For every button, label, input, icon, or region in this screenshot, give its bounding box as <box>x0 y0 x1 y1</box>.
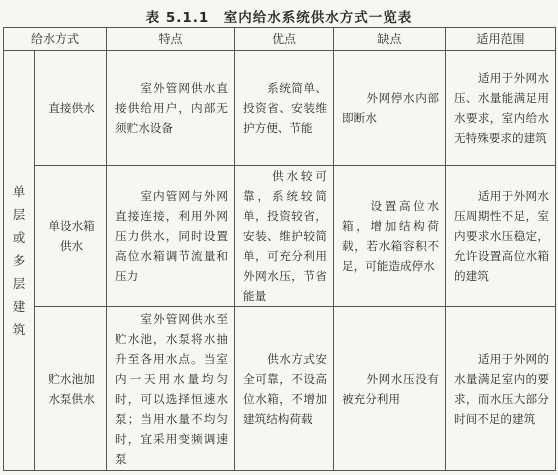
building-type-group-label <box>4 51 35 471</box>
table-row <box>4 307 556 471</box>
scope-cell: 适用于外网水压、水量能满足用水要求，室内给水无特殊要求的建筑 <box>446 51 556 166</box>
header-features: 特点 <box>107 28 235 51</box>
header-row <box>4 28 556 51</box>
features-cell: 室内管网与外网直接连接，利用外网压力供水，同时设置高位水箱调节流量和压力 <box>107 166 235 307</box>
header-scope: 适用范围 <box>446 28 556 51</box>
advantages-cell: 系统简单、投资省、安装维护方便、节能 <box>235 51 334 166</box>
disadvantages-cell: 外网水压没有被充分利用 <box>334 307 446 471</box>
supply-method-cell: 单设水箱供水 <box>35 166 107 307</box>
supply-method-cell: 贮水池加水泵供水 <box>35 307 107 471</box>
table-row <box>4 51 556 166</box>
scope-cell: 适用于外网水压周期性不足，室内要求水压稳定，允许设置高位水箱的建筑 <box>446 166 556 307</box>
group-label-char: 层 <box>12 207 26 222</box>
group-label-char: 单 <box>12 184 26 199</box>
group-label-char: 筑 <box>12 322 26 337</box>
header-advantages: 优点 <box>235 28 334 51</box>
scope-cell: 适用于外网的水量满足室内的要求，而水压大部分时间不足的建筑 <box>446 307 556 471</box>
features-cell: 室外管网供水至贮水池，水泵将水抽升至各用水点。当室内一天用水量均匀时，可以选择恒速水泵；当用水量不均匀时，宜采用变频调速泵 <box>107 307 235 471</box>
header-method: 给水方式 <box>4 28 107 51</box>
table-row <box>4 166 556 307</box>
advantages-cell: 供水方式安全可靠，不设高位水箱，不增加建筑结构荷载 <box>235 307 334 471</box>
table-title: 表 5.1.1 室内给水系统供水方式一览表 <box>145 10 413 26</box>
group-label-char: 多 <box>12 253 26 268</box>
group-label-char: 或 <box>12 230 26 245</box>
water-supply-table <box>3 27 556 471</box>
advantages-cell: 供水较可靠，系统较简单，投资较省，安装、维护较简单，可充分利用外网水压，节省能量 <box>235 166 334 307</box>
group-label-char: 建 <box>12 299 26 314</box>
features-cell: 室外管网供水直接供给用户，内部无须贮水设备 <box>107 51 235 166</box>
supply-method-cell: 直接供水 <box>35 51 107 166</box>
group-label-char: 层 <box>12 276 26 291</box>
header-disadvantages: 缺点 <box>334 28 446 51</box>
disadvantages-cell: 设置高位水箱，增加结构荷载，若水箱容积不足，可能造成停水 <box>334 166 446 307</box>
disadvantages-cell: 外网停水内部即断水 <box>334 51 446 166</box>
